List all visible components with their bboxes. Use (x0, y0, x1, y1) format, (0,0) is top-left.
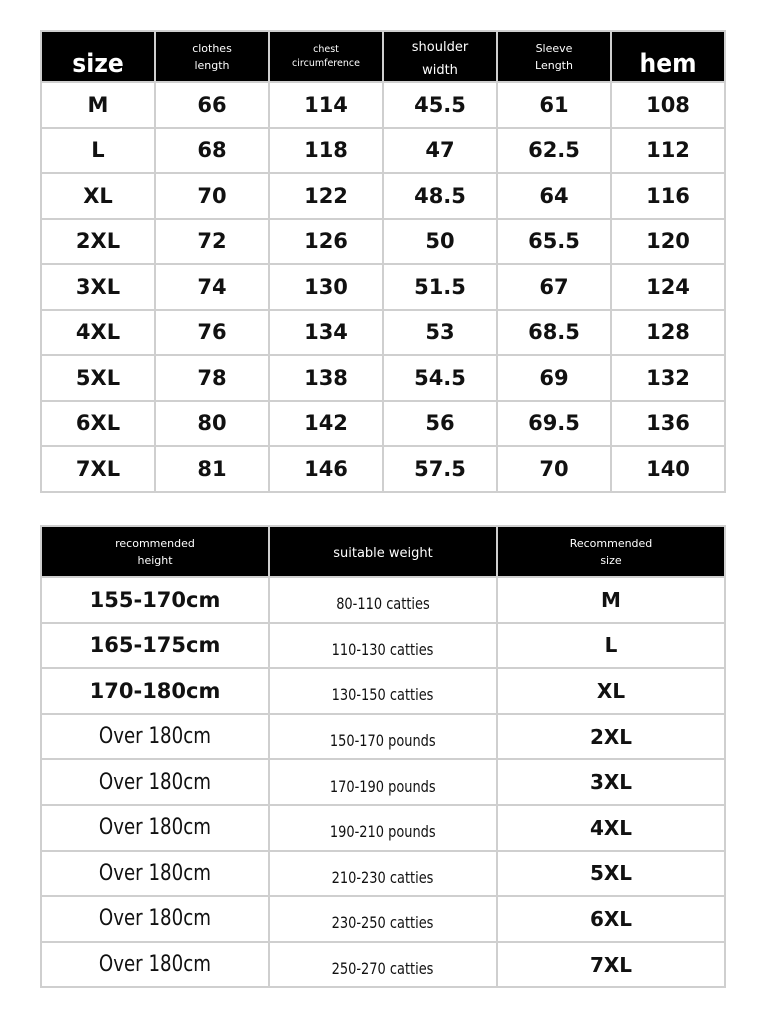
header-text: suitable weight (333, 546, 433, 561)
table-row (41, 851, 725, 897)
size-table-header-cell (497, 31, 611, 82)
weight-text: 250-270 catties (332, 959, 434, 979)
recommended-height-cell (41, 714, 269, 760)
suitable-weight-cell (269, 896, 497, 942)
height-text: Over 180cm (98, 860, 212, 886)
weight-text: 210-230 catties (332, 867, 434, 887)
height-text: Over 180cm (98, 769, 212, 795)
size-text: 7XL (589, 952, 633, 977)
size-text: 2XL (589, 724, 633, 749)
measurement-cell: 70 (497, 446, 611, 492)
weight-text: 130-150 catties (332, 685, 434, 705)
recommended-size-cell (497, 759, 725, 805)
suitable-weight-cell (269, 759, 497, 805)
recommendation-table-header-row (41, 526, 725, 577)
measurement-cell: 80 (155, 401, 269, 447)
weight-text: 150-170 pounds (330, 731, 436, 751)
measurement-cell: 128 (611, 310, 725, 356)
measurement-cell: 53 (383, 310, 497, 356)
recommendation-table-header-cell (41, 526, 269, 577)
height-text: 165-175cm (89, 633, 221, 658)
recommended-height-cell (41, 577, 269, 623)
size-text: XL (596, 678, 626, 703)
size-table-header-row (41, 31, 725, 82)
header-text: chest (313, 43, 339, 55)
recommendation-table-header-cell (269, 526, 497, 577)
suitable-weight-cell (269, 668, 497, 714)
size-table-header-cell (155, 31, 269, 82)
size-label-cell: 3XL (41, 264, 155, 310)
table-row (41, 714, 725, 760)
header-text: hem (639, 48, 697, 79)
size-measurement-table (40, 30, 726, 493)
height-text: 170-180cm (89, 678, 221, 703)
height-text: Over 180cm (98, 815, 212, 841)
measurement-cell: 76 (155, 310, 269, 356)
size-label-cell: 4XL (41, 310, 155, 356)
weight-text: 190-210 pounds (330, 822, 436, 842)
header-text: size (72, 48, 124, 79)
measurement-cell: 78 (155, 355, 269, 401)
measurement-cell: 65.5 (497, 219, 611, 265)
height-text: Over 180cm (98, 724, 212, 750)
measurement-cell: 45.5 (383, 82, 497, 128)
recommended-height-cell (41, 942, 269, 988)
measurement-cell: 120 (611, 219, 725, 265)
recommended-size-cell (497, 577, 725, 623)
table-row (41, 942, 725, 988)
measurement-cell: 72 (155, 219, 269, 265)
size-label-cell: 5XL (41, 355, 155, 401)
size-text: 5XL (589, 861, 633, 886)
measurement-cell: 130 (269, 264, 383, 310)
height-text: Over 180cm (98, 952, 212, 978)
measurement-cell: 81 (155, 446, 269, 492)
size-text: L (604, 633, 618, 658)
suitable-weight-cell (269, 805, 497, 851)
measurement-cell: 62.5 (497, 128, 611, 174)
size-table-header-cell (41, 31, 155, 82)
measurement-cell: 48.5 (383, 173, 497, 219)
header-text: width (422, 62, 458, 78)
recommended-size-cell (497, 851, 725, 897)
measurement-cell: 142 (269, 401, 383, 447)
recommended-height-cell (41, 623, 269, 669)
suitable-weight-cell (269, 714, 497, 760)
table-row (41, 173, 725, 219)
suitable-weight-cell (269, 623, 497, 669)
size-table-header-cell (611, 31, 725, 82)
table-row (41, 577, 725, 623)
size-text: 4XL (589, 815, 633, 840)
measurement-cell: 112 (611, 128, 725, 174)
size-label-cell: 7XL (41, 446, 155, 492)
size-text: M (601, 587, 621, 612)
table-row (41, 264, 725, 310)
size-label-cell: XL (41, 173, 155, 219)
measurement-cell: 124 (611, 264, 725, 310)
table-row (41, 82, 725, 128)
measurement-cell: 67 (497, 264, 611, 310)
measurement-cell: 51.5 (383, 264, 497, 310)
header-text: shoulder (411, 39, 469, 55)
recommended-size-cell (497, 623, 725, 669)
header-text: length (194, 58, 230, 72)
measurement-cell: 54.5 (383, 355, 497, 401)
measurement-cell: 126 (269, 219, 383, 265)
measurement-cell: 146 (269, 446, 383, 492)
measurement-cell: 70 (155, 173, 269, 219)
size-text: 6XL (589, 906, 633, 931)
table-row (41, 401, 725, 447)
header-text: height (137, 553, 173, 567)
size-label-cell: 2XL (41, 219, 155, 265)
table-row (41, 805, 725, 851)
measurement-cell: 50 (383, 219, 497, 265)
measurement-cell: 61 (497, 82, 611, 128)
table-row (41, 128, 725, 174)
recommended-height-cell (41, 668, 269, 714)
measurement-cell: 56 (383, 401, 497, 447)
height-text: 155-170cm (89, 587, 221, 612)
suitable-weight-cell (269, 851, 497, 897)
recommended-size-cell (497, 668, 725, 714)
measurement-cell: 66 (155, 82, 269, 128)
table-row (41, 219, 725, 265)
recommendation-table-body (41, 577, 725, 987)
measurement-cell: 114 (269, 82, 383, 128)
measurement-cell: 140 (611, 446, 725, 492)
table-row (41, 355, 725, 401)
table-row (41, 668, 725, 714)
measurement-cell: 69.5 (497, 401, 611, 447)
recommended-height-cell (41, 759, 269, 805)
recommended-height-cell (41, 896, 269, 942)
recommended-size-cell (497, 942, 725, 988)
weight-text: 170-190 pounds (330, 776, 436, 796)
size-text: 3XL (589, 770, 633, 795)
measurement-cell: 116 (611, 173, 725, 219)
suitable-weight-cell (269, 942, 497, 988)
measurement-cell: 118 (269, 128, 383, 174)
header-text: circumference (292, 57, 360, 69)
measurement-cell: 47 (383, 128, 497, 174)
size-table-body (41, 82, 725, 492)
table-row (41, 759, 725, 805)
size-label-cell: M (41, 82, 155, 128)
table-row (41, 623, 725, 669)
measurement-cell: 68.5 (497, 310, 611, 356)
measurement-cell: 108 (611, 82, 725, 128)
recommended-height-cell (41, 851, 269, 897)
measurement-cell: 64 (497, 173, 611, 219)
measurement-cell: 134 (269, 310, 383, 356)
weight-text: 110-130 catties (332, 639, 434, 659)
weight-text: 230-250 catties (332, 913, 434, 933)
header-text: Recommended (569, 536, 653, 550)
recommendation-table-header-cell (497, 526, 725, 577)
table-row (41, 310, 725, 356)
measurement-cell: 136 (611, 401, 725, 447)
suitable-weight-cell (269, 577, 497, 623)
recommended-height-cell (41, 805, 269, 851)
recommended-size-cell (497, 896, 725, 942)
size-table-header-cell (383, 31, 497, 82)
size-recommendation-table (40, 525, 726, 988)
measurement-cell: 74 (155, 264, 269, 310)
measurement-cell: 68 (155, 128, 269, 174)
header-text: Length (535, 58, 573, 72)
measurement-cell: 132 (611, 355, 725, 401)
table-row (41, 446, 725, 492)
measurement-cell: 69 (497, 355, 611, 401)
header-text: clothes (192, 41, 232, 55)
recommended-size-cell (497, 805, 725, 851)
measurement-cell: 138 (269, 355, 383, 401)
height-text: Over 180cm (98, 906, 212, 932)
header-text: recommended (115, 536, 195, 550)
weight-text: 80-110 catties (336, 594, 430, 614)
size-label-cell: L (41, 128, 155, 174)
header-text: size (600, 553, 622, 567)
size-label-cell: 6XL (41, 401, 155, 447)
measurement-cell: 57.5 (383, 446, 497, 492)
header-text: Sleeve (535, 41, 573, 55)
recommended-size-cell (497, 714, 725, 760)
measurement-cell: 122 (269, 173, 383, 219)
size-table-header-cell (269, 31, 383, 82)
table-row (41, 896, 725, 942)
